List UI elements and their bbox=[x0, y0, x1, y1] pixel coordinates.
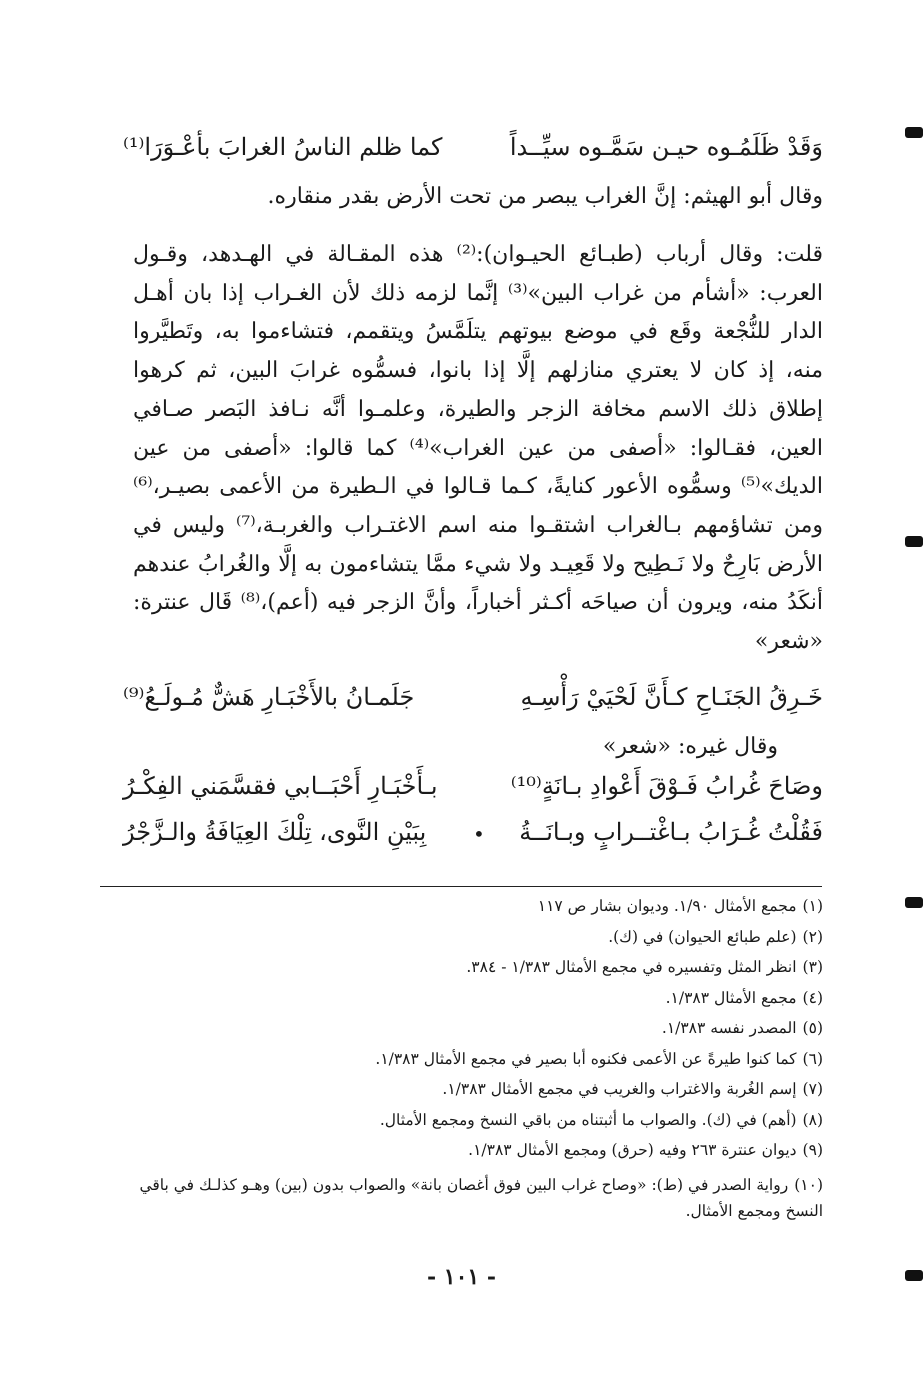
verse-3 bbox=[123, 772, 823, 812]
footnote-9: (٩)ديوان عنترة ٢٦٣ وفيه (حرق) ومجمع الأمثال ١/٣٨٣. bbox=[468, 1141, 823, 1159]
footnote-8: (٨)(أهم) في (ك). والصواب ما أثبتناه من باقي النسخ ومجمع الأمثال. bbox=[379, 1110, 823, 1129]
scan-edge-mark bbox=[905, 897, 923, 908]
footnote-4: (٤)مجمع الأمثال ١/٣٨٣. bbox=[665, 988, 823, 1007]
abu-haytham-line: وقال أبو الهيثم: إنَّ الغراب يبصر من تحت الأرض بقدر منقاره. bbox=[267, 184, 823, 209]
qala-ghayruhu-line: وقال غيره: «شعر» bbox=[602, 734, 778, 759]
footnote-2: (٢)(علم طبائع الحيوان) في (ك). bbox=[608, 927, 823, 946]
verse-2-first-hemistich: خَـرِقُ الجَنَـاحِ كـأَنَّ لَحْيَيْ رَأْسِـهِ bbox=[520, 683, 823, 711]
verse-2 bbox=[123, 683, 823, 723]
page-number: - ١٠١ - bbox=[426, 1264, 497, 1290]
main-paragraph: قلت: وقال أرباب (طبـائع الحيـوان):⁽²⁾ هذه المقـالة في الهـدهد، وقـول العرب: «أشأم من غراب البين»⁽³⁾ إنَّما لزمه ذلك لأن الغـراب إذا بان أهـل الدار للنُّجْعة وقَع في موضع بيوتهم يتلَمَّسُ ويتقمم، فتشاءموا به، وتَطيَّروا منه، إذ كان لا يعتري منازلهم إلَّا إذا بانوا، فسمُّوه غرابَ البين، ثم كرهوا إطلاق ذلك الاسم مخافة الزجر والطيرة، وعلمـوا أنَّه نـافذ البَصر صـافي العين، فقـالوا: «أصفى من عين الغراب»⁽⁴⁾ كما قالوا: «أصفى من عين الديك»⁽⁵⁾ وسمُّوه الأعور كنايةً، كـما قـالوا في الـطيرة من الأعمى بصيـر،⁽⁶⁾ ومن تشاؤمهم بـالغراب اشتقـوا منه اسم الاغتـراب والغربـة،⁽⁷⁾ وليس في الأرض بَارِحٌ ولا نَـطِيح ولا قَعِيـد ولا شيء ممَّا يتشاءمون به إلَّا والغُرابُ عندهم أنكَدُ منه، ويرون أن صياحَه أكـثر أخباراً، وأنَّ الزجر فيه (أعم)،⁽⁸⁾ قَال عنترة: «شعر» bbox=[133, 242, 824, 655]
footnote-10: (١٠)رواية الصدر في (ط): «وصاح غراب البين فوق أغصان بانة» والصواب بدون (بين) وهـو كذلـك في باقي النسخ ومجمع الأمثال. bbox=[139, 1175, 823, 1220]
verse-2-second-hemistich: جَلَمـانُ بالأَخْبَـارِ هَشٌّ مُـولَـعُ⁽⁹⁾ bbox=[123, 683, 415, 711]
verse-3-first-hemistich: وصَاحَ غُرابُ فَـوْقَ أَعْوادِ بـانَةٍ⁽¹⁰⁾ bbox=[510, 772, 823, 800]
verse-4 bbox=[123, 818, 823, 858]
verse-separator-dot: • bbox=[473, 822, 485, 846]
scan-edge-mark bbox=[905, 536, 923, 547]
verse-3-second-hemistich: بـأَخْبَـارِ أَحْبَــابي فقسَّمَني الفِكْـرُ bbox=[123, 772, 438, 800]
footnote-6: (٦)كما كنوا طيرةً عن الأعمى فكنوه أبا بصير في مجمع الأمثال ١/٣٨٣. bbox=[375, 1049, 823, 1068]
verse-1-second-hemistich: كما ظلم الناسُ الغرابَ بأعْـوَرَا⁽¹⁾ bbox=[123, 133, 443, 161]
footnote-7: (٧)إسم الغُربة والاغتراب والغريب في مجمع الأمثال ١/٣٨٣. bbox=[442, 1080, 823, 1098]
scan-edge-mark bbox=[905, 127, 923, 138]
verse-4-second-hemistich: بِبَيْنِ النَّوى، تِلْكَ العِيَافَةُ والـزَّجْرُ bbox=[123, 818, 427, 846]
footnote-divider bbox=[100, 886, 822, 887]
verse-1-first-hemistich: وَقَدْ ظَلَمُـوه حيـن سَمَّـوه سيِّــداً bbox=[509, 133, 823, 161]
scan-edge-mark bbox=[905, 1270, 923, 1281]
verse-1 bbox=[123, 133, 823, 173]
verse-4-first-hemistich: فَقُلْتُ غُـرَابُ بـاغْتــرابٍ وبـانَــةُ bbox=[519, 818, 823, 846]
footnotes bbox=[133, 897, 823, 1224]
footnote-5: (٥)المصدر نفسه ١/٣٨٣. bbox=[661, 1019, 823, 1037]
footnote-3: (٣)انظر المثل وتفسيره في مجمع الأمثال ١/٣٨٣ - ٣٨٤. bbox=[466, 958, 823, 976]
footnote-1: (١)مجمع الأمثال ١/٩٠. وديوان بشار ص ١١٧ bbox=[537, 897, 823, 915]
